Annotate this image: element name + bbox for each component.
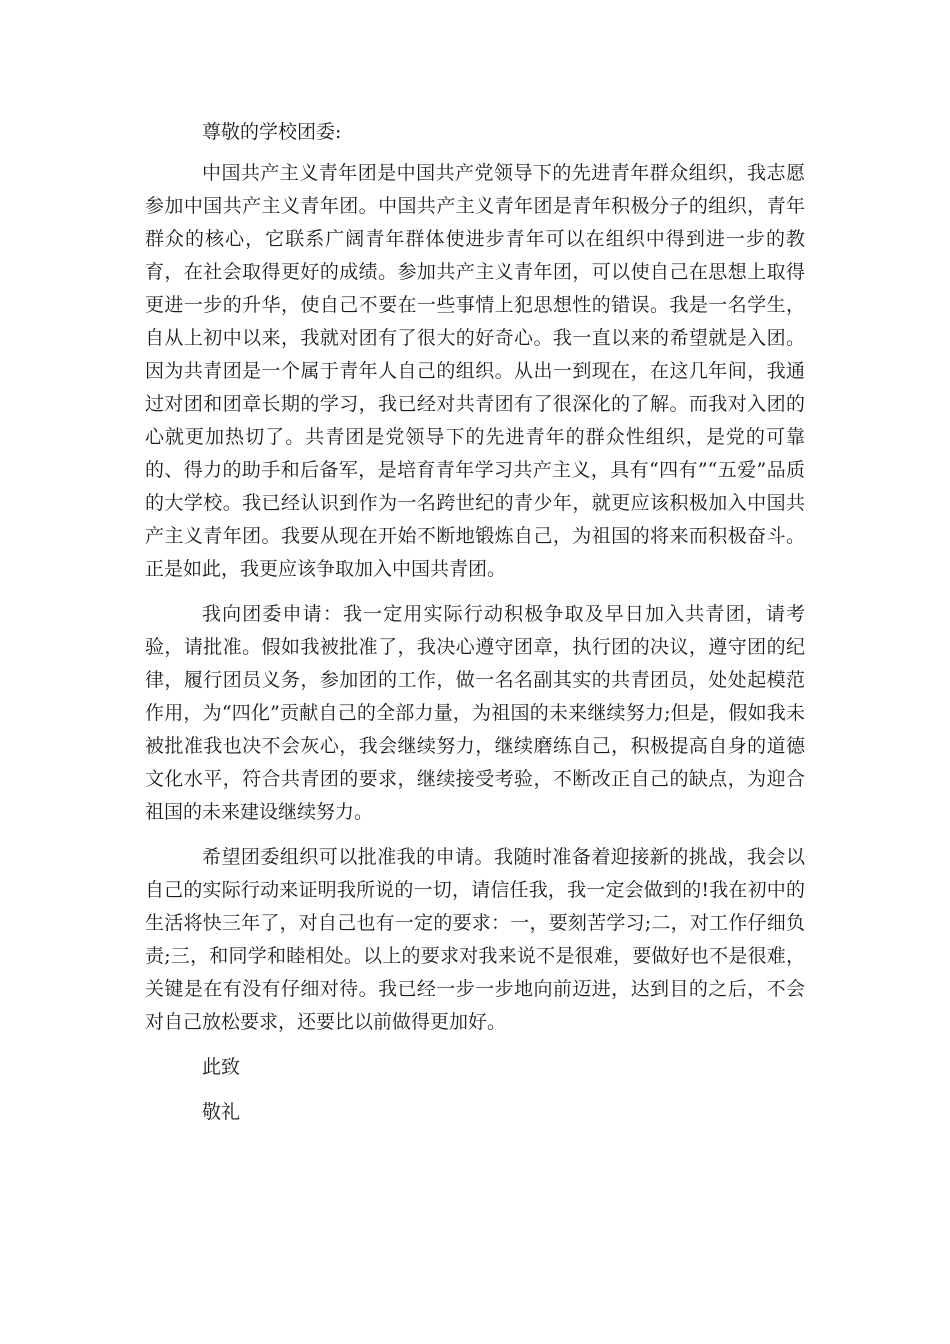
closing-line-1: 此致 xyxy=(202,1056,241,1078)
paragraph-1: 中国共产主义青年团是中国共产党领导下的先进青年群众组织，我志愿参加中国共产主义青年团。中国共产主义青年团是青年积极分子的组织，青年群众的核心，它联系广阔青年群体使进步青年可以在组织中得到进一步的教育，在社会取得更好的成绩。参加共产主义青年团，可以使自己在思想上取得更进一步的升华，使自己不要在一些事情上犯思想性的错误。我是一名学生，自从上初中以来，我就对团有了很大的好奇心。我一直以来的希望就是入团。因为共青团是一个属于青年人自己的组织。从出一到现在，在这几年间，我通过对团和团章长期的学习，我已经对共青团有了很深化的了解。而我对入团的心就更加热切了。共青团是党领导下的先进青年的群众性组织，是党的可靠的、得力的助手和后备军，是培育青年学习共产主义，具有“四有”“五爱”品质的大学校。我已经认识到作为一名跨世纪的青少年，就更应该积极加入中国共产主义青年团。我要从现在开始不断地锻炼自己，为祖国的将来而积极奋斗。正是如此，我更应该争取加入中国共青团。 xyxy=(145,162,805,580)
salutation: 尊敬的学校团委: xyxy=(202,121,342,143)
closing-line-2: 敬礼 xyxy=(202,1101,241,1123)
paragraph-2: 我向团委申请：我一定用实际行动积极争取及早日加入共青团，请考验，请批准。假如我被批准了，我决心遵守团章，执行团的决议，遵守团的纪律，履行团员义务，参加团的工作，做一名名副其实的共青团员，处处起模范作用，为“四化”贡献自己的全部力量，为祖国的未来继续努力;但是，假如我未被批准我也决不会灰心，我会继续努力，继续磨练自己，积极提高自身的道德文化水平，符合共青团的要求，继续接受考验，不断改正自己的缺点，为迎合祖国的未来建设继续努力。 xyxy=(145,603,805,823)
paragraph-3: 希望团委组织可以批准我的申请。我随时准备着迎接新的挑战，我会以自己的实际行动来证明我所说的一切，请信任我，我一定会做到的!我在初中的生活将快三年了，对自己也有一定的要求：一，要刻苦学习;二，对工作仔细负责;三，和同学和睦相处。以上的要求对我来说不是很难，要做好也不是很难，关键是在有没有仔细对待。我已经一步一步地向前迈进，达到目的之后，不会对自己放松要求，还要比以前做得更加好。 xyxy=(145,846,805,1033)
letter-body xyxy=(145,116,805,1141)
